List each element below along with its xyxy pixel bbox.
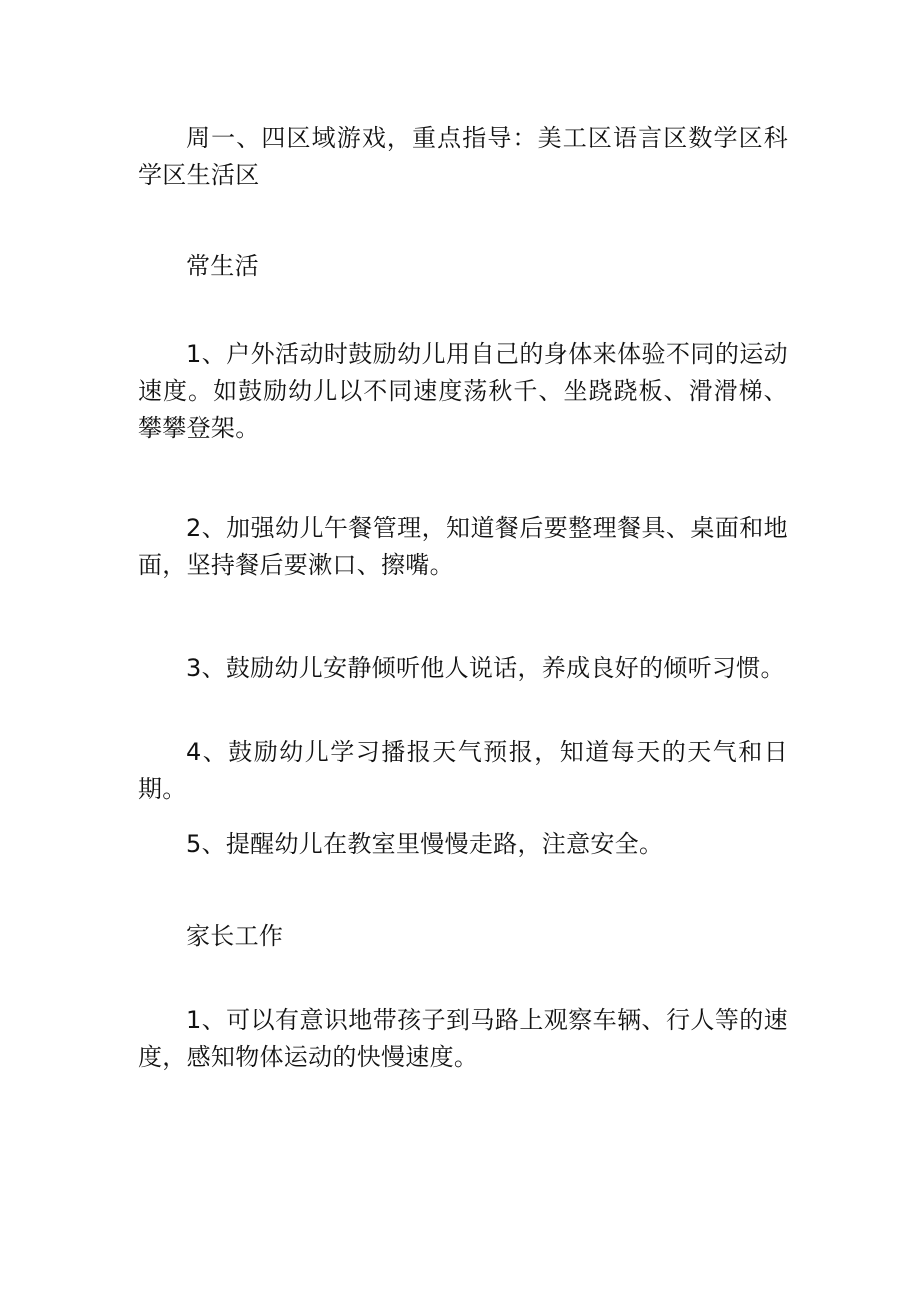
paragraph-daily-item-1: 1、户外活动时鼓励幼儿用自己的身体来体验不同的运动速度。如鼓励幼儿以不同速度荡秋千、坐跷跷板、滑滑梯、攀攀登架。 bbox=[138, 340, 788, 442]
paragraph-area-games: 周一、四区域游戏，重点指导：美工区语言区数学区科学区生活区 bbox=[138, 124, 788, 189]
paragraph-parent-item-1: 1、可以有意识地带孩子到马路上观察车辆、行人等的速度，感知物体运动的快慢速度。 bbox=[138, 1006, 788, 1071]
paragraph-daily-item-2: 2、加强幼儿午餐管理，知道餐后要整理餐具、桌面和地面，坚持餐后要漱口、擦嘴。 bbox=[138, 514, 788, 579]
paragraph-daily-item-5: 5、提醒幼儿在教室里慢慢走路，注意安全。 bbox=[186, 830, 664, 858]
section-heading-daily-life: 常生活 bbox=[186, 252, 259, 280]
paragraph-daily-item-3: 3、鼓励幼儿安静倾听他人说话，养成良好的倾听习惯。 bbox=[186, 654, 785, 682]
paragraph-daily-item-4: 4、鼓励幼儿学习播报天气预报，知道每天的天气和日期。 bbox=[138, 738, 788, 803]
section-heading-parent-work: 家长工作 bbox=[186, 922, 284, 950]
